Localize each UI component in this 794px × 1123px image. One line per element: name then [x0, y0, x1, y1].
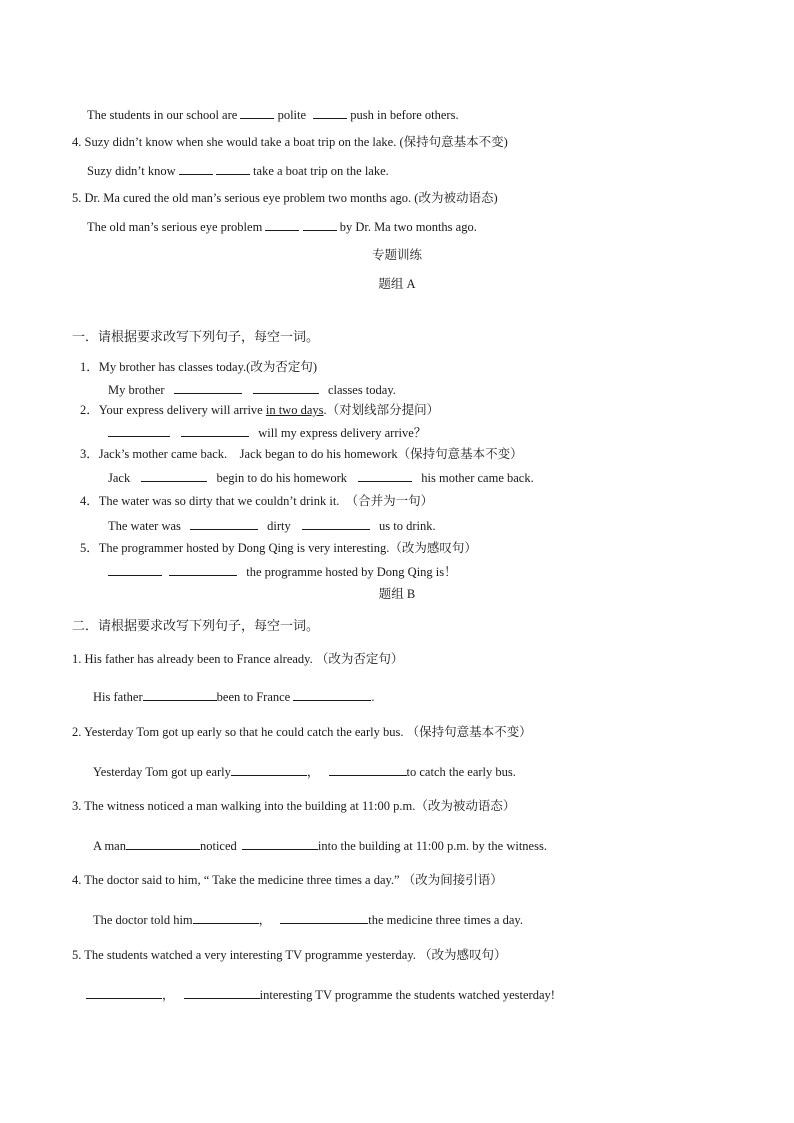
top-question-5: 5. Dr. Ma cured the old man’s serious eye problem two months ago. (改为被动语态)	[72, 191, 498, 205]
text: the medicine three times a day.	[368, 913, 523, 927]
part-b-instructions: 二．请根据要求改写下列句子，每空一词。	[72, 619, 320, 634]
top-answer-5	[87, 218, 477, 235]
text: The students in our school are	[87, 108, 238, 122]
group-b-title: 题组 B	[378, 587, 416, 601]
answer-blank[interactable]	[190, 517, 258, 530]
text: been to France	[216, 690, 291, 704]
text: classes today.	[327, 383, 396, 397]
part-b-answer-2	[93, 763, 516, 780]
text: take a boat trip on the lake.	[253, 164, 389, 178]
text: His father	[93, 690, 143, 704]
answer-blank[interactable]	[231, 763, 307, 776]
part-b-question-3: 3. The witness noticed a man walking into the building at 11:00 p.m.（改为被动语态）	[72, 799, 516, 813]
section-title: 专题训练	[371, 247, 422, 262]
answer-blank[interactable]	[174, 381, 242, 394]
part-b-question-2: 2. Yesterday Tom got up early so that he could catch the early bus. （保持句意基本不变）	[72, 725, 532, 739]
text: Yesterday Tom got up early	[93, 765, 231, 779]
answer-blank[interactable]	[184, 986, 260, 999]
underlined-phrase: in two days	[265, 403, 324, 417]
part-b-answer-5	[86, 986, 555, 1003]
text: ，	[162, 988, 175, 1002]
part-b-question-1: 1. His father has already been to France already. （改为否定句）	[72, 652, 404, 666]
answer-blank[interactable]	[303, 218, 337, 231]
text: interesting TV programme the students watched yesterday!	[259, 988, 555, 1002]
part-a-question-1: 1．My brother has classes today.(改为否定句)	[80, 360, 317, 374]
answer-blank[interactable]	[143, 688, 217, 701]
text: The old man’s serious eye problem	[87, 220, 263, 234]
text: push in before others.	[350, 108, 459, 122]
answer-blank[interactable]	[280, 911, 368, 924]
part-a-answer-5	[108, 563, 457, 580]
text: Suzy didn’t know	[87, 164, 176, 178]
answer-blank[interactable]	[329, 763, 407, 776]
answer-blank[interactable]	[265, 218, 299, 231]
part-a-answer-2	[108, 424, 426, 441]
part-a-question-2	[80, 402, 439, 418]
text: The doctor told him	[93, 913, 193, 927]
top-answer-4	[87, 162, 389, 179]
text: into the building at 11:00 p.m. by the witness.	[317, 839, 547, 853]
part-b-answer-4	[93, 911, 523, 928]
part-a-question-5: 5．The programmer hosted by Dong Qing is very interesting.（改为感叹句）	[80, 541, 477, 555]
top-answer-line-3	[87, 106, 459, 123]
answer-blank[interactable]	[179, 162, 213, 175]
text: noticed	[199, 839, 237, 853]
part-b-answer-1	[93, 688, 374, 705]
text: My brother	[108, 383, 165, 397]
part-b-question-5: 5. The students watched a very interesting TV programme yesterday. （改为感叹句）	[72, 948, 507, 962]
answer-blank[interactable]	[169, 563, 237, 576]
answer-blank[interactable]	[181, 424, 249, 437]
part-a-answer-3	[108, 469, 534, 486]
answer-blank[interactable]	[126, 837, 200, 850]
part-a-question-4: 4．The water was so dirty that we couldn’t drink it. （合并为一句）	[80, 494, 434, 508]
text: his mother came back.	[421, 471, 534, 485]
answer-blank[interactable]	[193, 911, 259, 924]
text: .	[371, 690, 375, 704]
text: 2．Your express delivery will arrive	[80, 403, 266, 417]
text: the programme hosted by Dong Qing is！	[246, 565, 457, 579]
answer-blank[interactable]	[86, 986, 162, 999]
part-a-question-3: 3．Jack’s mother came back. Jack began to do his homework（保持句意基本不变）	[80, 447, 523, 461]
answer-blank[interactable]	[293, 688, 371, 701]
text: by Dr. Ma two months ago.	[339, 220, 477, 234]
answer-blank[interactable]	[253, 381, 319, 394]
text: begin to do his homework	[216, 471, 348, 485]
answer-blank[interactable]	[216, 162, 250, 175]
answer-blank[interactable]	[313, 106, 347, 119]
text: will my express delivery arrive？	[258, 426, 427, 440]
answer-blank[interactable]	[242, 837, 318, 850]
part-b-answer-3	[93, 837, 547, 854]
answer-blank[interactable]	[108, 424, 170, 437]
answer-blank[interactable]	[240, 106, 274, 119]
part-a-answer-4	[108, 517, 436, 534]
text: polite	[277, 108, 307, 122]
top-question-4: 4. Suzy didn’t know when she would take a boat trip on the lake. (保持句意基本不变)	[72, 135, 508, 149]
text: A man	[93, 839, 126, 853]
group-a-title: 题组 A	[378, 277, 416, 291]
text: .（对划线部分提问）	[323, 403, 440, 417]
part-b-question-4: 4. The doctor said to him, “ Take the medicine three times a day.” （改为间接引语）	[72, 873, 503, 887]
answer-blank[interactable]	[141, 469, 207, 482]
text: Jack	[108, 471, 131, 485]
part-a-answer-1	[108, 381, 396, 398]
part-a-instructions: 一．请根据要求改写下列句子，每空一词。	[72, 330, 320, 345]
text: dirty	[267, 519, 291, 533]
text: ，	[306, 765, 320, 779]
text: The water was	[108, 519, 181, 533]
answer-blank[interactable]	[108, 563, 162, 576]
text: ，	[258, 913, 272, 927]
text: to catch the early bus.	[406, 765, 516, 779]
text: us to drink.	[379, 519, 436, 533]
answer-blank[interactable]	[358, 469, 412, 482]
answer-blank[interactable]	[302, 517, 370, 530]
